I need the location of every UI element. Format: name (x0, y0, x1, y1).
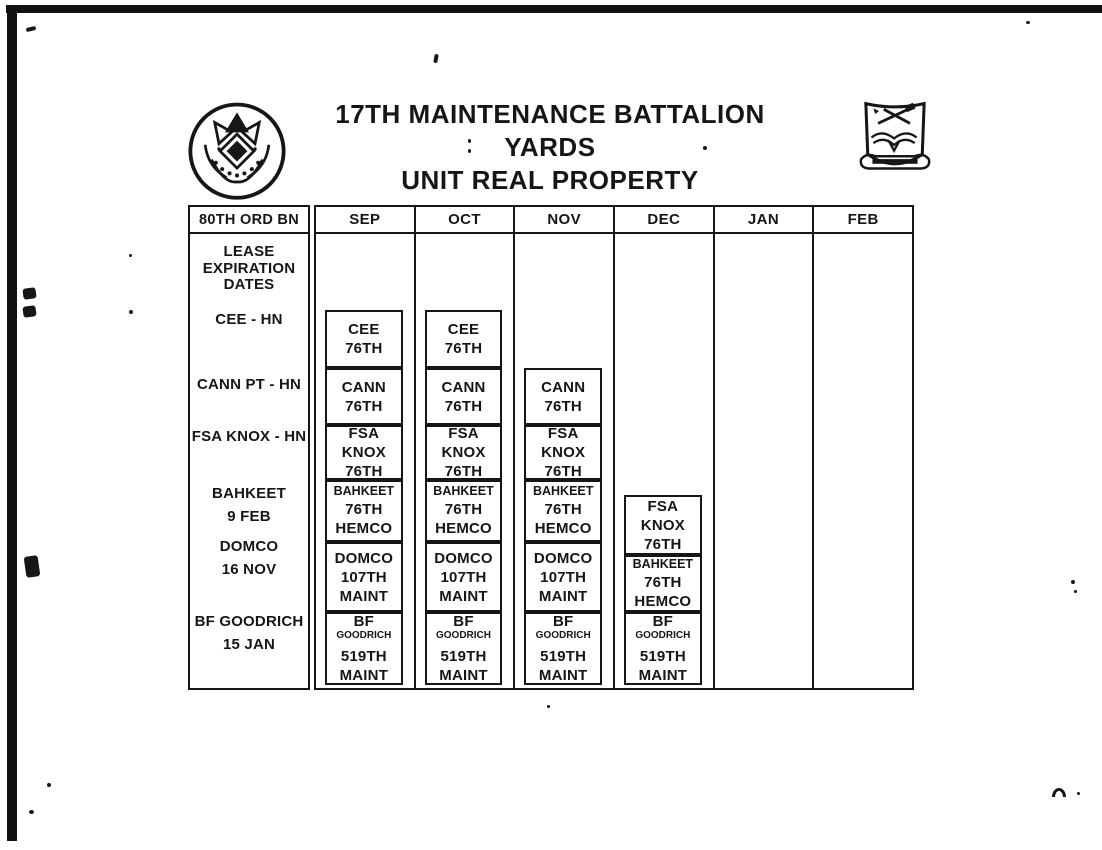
yard-box-line: 107TH (540, 568, 587, 586)
page-title (290, 98, 810, 197)
yard-box-line: 76TH (544, 397, 582, 415)
yard-box-bf (624, 612, 702, 685)
row-label-line: LEASE (223, 243, 275, 260)
yard-box-line: MAINT (638, 667, 688, 684)
yard-box-line: DOMCO (334, 549, 394, 567)
yard-box-line: KNOX (341, 444, 386, 461)
yard-box-line: 76TH (345, 463, 383, 480)
yard-box-line: GOODRICH (336, 630, 392, 641)
yard-box-line: BF (353, 613, 375, 630)
yard-box-cee (425, 310, 503, 368)
scan-noise-mark (24, 555, 41, 578)
yard-box-line: DOMCO (434, 549, 493, 567)
column-header-dec: DEC (613, 207, 713, 232)
yard-box-line: DOMCO (533, 549, 593, 567)
yard-box-cann (425, 368, 503, 425)
title-line-yards: YARDS (504, 132, 596, 162)
month-column-sep (316, 234, 414, 688)
yard-box-line: 519TH (340, 648, 387, 665)
yard-box-bf (325, 612, 403, 685)
yard-box-line: 76TH (444, 501, 483, 518)
yard-box-line: 76TH (644, 573, 682, 591)
scan-edge-left (7, 8, 17, 841)
scan-noise-mark (29, 810, 34, 814)
row-label-line: CEE - HN (215, 311, 283, 328)
column-header-feb: FEB (812, 207, 912, 232)
yard-box-line: BAHKEET (632, 556, 694, 571)
yard-box-fsa (325, 425, 403, 480)
yard-box-line: HEMCO (335, 520, 393, 537)
scan-noise-mark (1074, 590, 1077, 593)
yard-box-line: CANN (341, 378, 386, 396)
row-label-line: FSA KNOX - HN (191, 428, 307, 445)
row-label-line: BAHKEET (212, 485, 286, 502)
row-label-fsa (190, 425, 308, 448)
yard-box-line: MAINT (538, 587, 588, 605)
month-column-nov (513, 234, 613, 688)
yard-box-line: MAINT (339, 667, 389, 684)
yard-box-line: FSA (647, 497, 679, 515)
yard-box-cann (325, 368, 403, 425)
yard-box-line: CANN (541, 378, 586, 396)
yard-box-fsa (624, 495, 702, 555)
title-line-battalion: 17TH MAINTENANCE BATTALION (335, 99, 765, 129)
yard-box-line: 107TH (340, 568, 387, 586)
yard-box-line: BF (652, 613, 674, 630)
yard-box-line: GOODRICH (436, 630, 491, 641)
yard-box-line: KNOX (541, 444, 586, 461)
yard-box-bahkeet (624, 555, 702, 612)
row-label-column (190, 234, 308, 688)
maintenance-crest-icon (852, 98, 938, 192)
yard-box-line: 76TH (444, 340, 483, 357)
yard-box-line: KNOX (640, 516, 685, 534)
yard-box-bahkeet (325, 480, 403, 542)
yard-box-line: HEMCO (435, 520, 492, 537)
column-header-sep: SEP (349, 211, 381, 228)
row-label-domco (190, 535, 308, 581)
yard-box-line: CANN (441, 378, 486, 396)
yard-box-line: 107TH (440, 568, 487, 586)
yard-box-line: CEE (447, 321, 480, 338)
yard-box-line: BAHKEET (532, 484, 594, 498)
month-column-jan (713, 234, 813, 688)
row-label-line: DOMCO (219, 538, 279, 555)
scan-noise-mark (22, 287, 36, 300)
yard-box-line: MAINT (538, 667, 588, 684)
row-label-line: 15 JAN (222, 636, 276, 653)
yard-box-bf (425, 612, 503, 685)
row-label-line: 9 FEB (227, 508, 271, 525)
yard-box-line: 76TH (444, 397, 483, 415)
month-column-feb (812, 234, 912, 688)
yard-box-line: 76TH (345, 501, 383, 518)
yard-box-line: CEE (348, 321, 380, 338)
yard-box-domco (325, 542, 403, 612)
yard-box-line: 76TH (444, 463, 483, 480)
yard-box-line: BF (453, 613, 474, 630)
scan-noise-mark (47, 783, 51, 787)
scan-noise-mark (129, 254, 132, 257)
row-label-line: DATES (223, 276, 275, 293)
yard-box-line: KNOX (441, 444, 486, 461)
yard-box-line: HEMCO (634, 592, 692, 610)
yard-box-line: MAINT (439, 587, 488, 605)
yard-box-line: HEMCO (534, 520, 592, 537)
row-label-bahkeet (190, 482, 308, 528)
table-corner-label: 80TH ORD BN (190, 207, 308, 234)
yard-box-line: 76TH (345, 397, 383, 415)
yard-box-fsa (524, 425, 602, 480)
yard-box-line: BAHKEET (433, 484, 494, 498)
month-column-dec (613, 234, 713, 688)
yard-box-line: 76TH (544, 501, 582, 518)
yard-box-cann (524, 368, 602, 425)
column-header-nov: NOV (513, 207, 613, 232)
yard-box-line: 519TH (540, 648, 587, 665)
table-body (316, 234, 912, 688)
scan-noise-mark (26, 26, 37, 32)
row-label-line: BF GOODRICH (194, 613, 304, 630)
row-label-lease (190, 244, 308, 294)
yard-box-line: BF (552, 613, 574, 630)
row-label-line: 16 NOV (221, 561, 277, 578)
property-schedule-table (314, 205, 914, 690)
table-header-row (316, 207, 912, 234)
title-line-property: UNIT REAL PROPERTY (401, 165, 699, 195)
row-label-cann (190, 373, 308, 396)
row-label-line: CANN PT - HN (196, 376, 302, 393)
column-header-jan: JAN (713, 207, 813, 232)
yard-box-line: BAHKEET (333, 484, 395, 498)
scan-noise-mark (1052, 788, 1066, 797)
yard-box-bahkeet (524, 480, 602, 542)
yard-box-line: 519TH (440, 648, 487, 665)
scan-noise-mark (1077, 792, 1080, 795)
scan-noise-mark (129, 310, 133, 314)
yard-box-domco (524, 542, 602, 612)
yard-box-line: GOODRICH (535, 630, 591, 641)
lease-label-box (188, 205, 310, 690)
yard-box-fsa (425, 425, 503, 480)
yard-box-bahkeet (425, 480, 503, 542)
month-column-oct (414, 234, 514, 688)
row-label-bf (190, 610, 308, 656)
yard-box-line: 76TH (544, 463, 582, 480)
yard-box-line: FSA (348, 425, 380, 442)
battalion-seal-icon (184, 96, 290, 202)
yard-box-line: 76TH (345, 340, 383, 357)
yard-box-line: GOODRICH (635, 630, 691, 641)
yard-box-cee (325, 310, 403, 368)
yard-box-bf (524, 612, 602, 685)
scan-noise-mark (547, 705, 550, 708)
scan-noise-mark (1071, 580, 1075, 584)
yard-box-line: FSA (448, 425, 479, 442)
scan-noise-mark (1026, 21, 1030, 24)
row-label-line: EXPIRATION (202, 259, 296, 277)
yard-box-line: 76TH (644, 535, 682, 553)
scan-edge-top (6, 5, 1102, 13)
yard-box-line: 519TH (639, 648, 686, 665)
yard-box-line: FSA (547, 425, 579, 442)
yard-box-domco (425, 542, 503, 612)
row-label-cee (190, 308, 308, 331)
yard-box-line: MAINT (439, 667, 488, 684)
scan-noise-mark (22, 305, 36, 318)
yard-box-line: MAINT (339, 587, 389, 605)
column-header-oct: OCT (414, 207, 514, 232)
scan-noise-mark (433, 54, 439, 64)
